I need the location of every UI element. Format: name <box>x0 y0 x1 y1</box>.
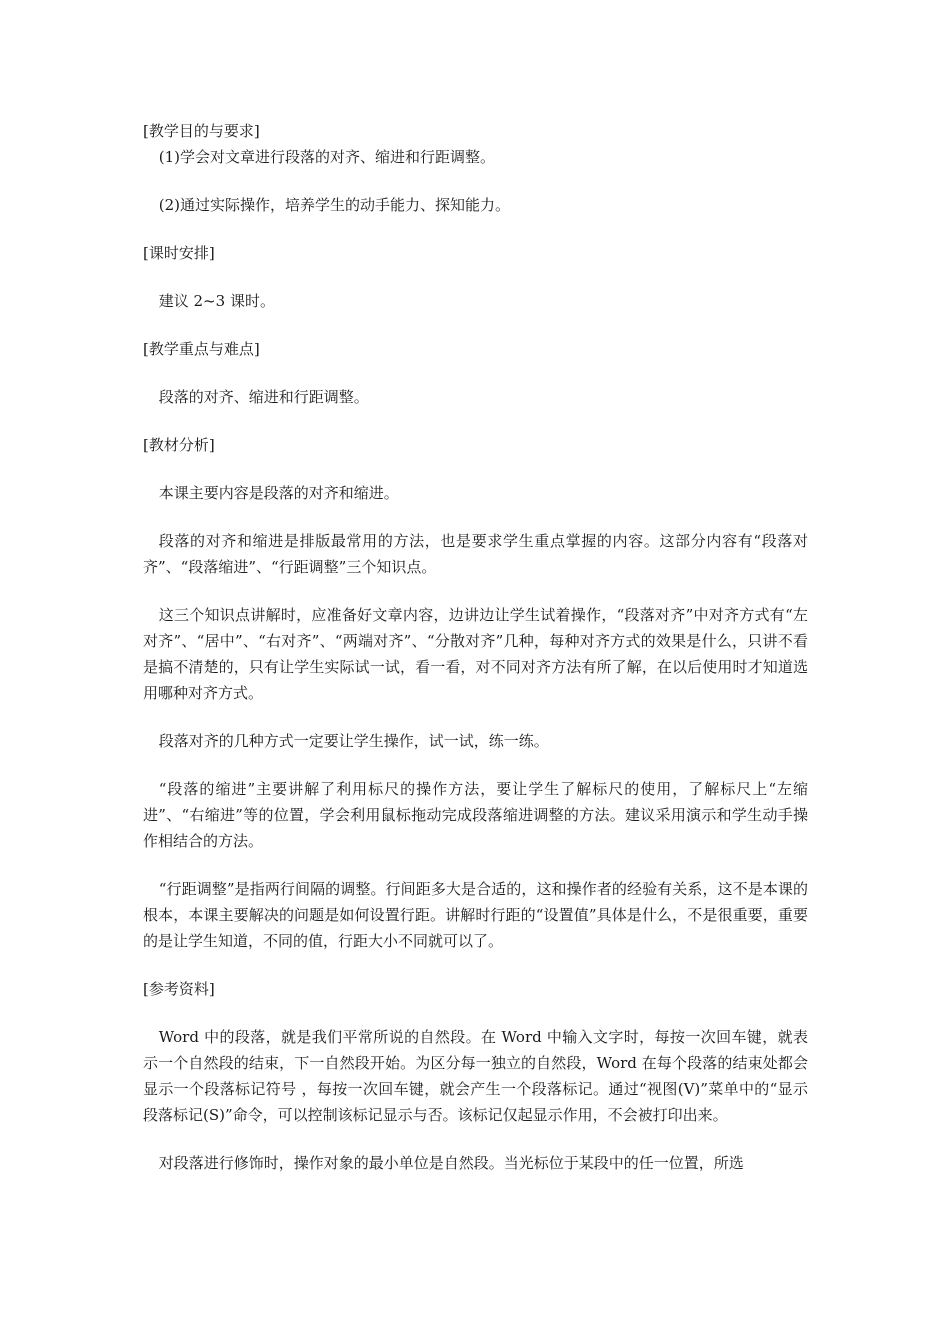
analysis-paragraph-5: “段落的缩进”主要讲解了利用标尺的操作方法，要让学生了解标尺的使用，了解标尺上“左缩进”、“右缩进”等的位置，学会利用鼠标拖动完成段落缩进调整的方法。建议采用演示和学生动手操作相结合的方法。 <box>143 780 808 850</box>
analysis-paragraph-6: “行距调整”是指两行间隔的调整。行间距多大是合适的，这和操作者的经验有关系，这不是本课的根本，本课主要解决的问题是如何设置行距。讲解时行距的“设置值”具体是什么，不是很重要，重要的是让学生知道，不同的值，行距大小不同就可以了。 <box>143 880 808 950</box>
section-heading-objectives: [教学目的与要求] <box>143 122 260 140</box>
section-heading-schedule: [课时安排] <box>143 244 215 262</box>
key-points-text: 段落的对齐、缩进和行距调整。 <box>158 388 369 406</box>
analysis-paragraph-4: 段落对齐的几种方式一定要让学生操作，试一试，练一练。 <box>158 732 549 750</box>
section-heading-references: [参考资料] <box>143 980 215 998</box>
reference-paragraph-2: 对段落进行修饰时，操作对象的最小单位是自然段。当光标位于某段中的任一位置，所选 <box>158 1154 744 1172</box>
analysis-paragraph-1: 本课主要内容是段落的对齐和缩进。 <box>158 484 399 502</box>
section-heading-analysis: [教材分析] <box>143 436 215 454</box>
document-page <box>143 118 808 1176</box>
schedule-text: 建议 2~3 课时。 <box>158 292 275 310</box>
objective-item-2: (2)通过实际操作，培养学生的动手能力、探知能力。 <box>158 196 510 214</box>
section-heading-key-points: [教学重点与难点] <box>143 340 260 358</box>
analysis-paragraph-2: 段落的对齐和缩进是排版最常用的方法，也是要求学生重点掌握的内容。这部分内容有“段落对齐”、“段落缩进”、“行距调整”三个知识点。 <box>143 532 808 576</box>
reference-paragraph-1: Word 中的段落，就是我们平常所说的自然段。在 Word 中输入文字时，每按一次回车键，就表示一个自然段的结束，下一自然段开始。为区分每一独立的自然段，Word 在每个段落的结束处都会显示一个段落标记符号 ，每按一次回车键，就会产生一个段落标记。通过“视图(V)”菜单中的“显示段落标记(S)”命令，可以控制该标记显示与否。该标记仅起显示作用，不会被打印出来。 <box>143 1028 808 1124</box>
analysis-paragraph-3: 这三个知识点讲解时，应准备好文章内容，边讲边让学生试着操作，“段落对齐”中对齐方式有“左对齐”、“居中”、“右对齐”、“两端对齐”、“分散对齐”几种，每种对齐方式的效果是什么，只讲不看是搞不清楚的，只有让学生实际试一试，看一看，对不同对齐方法有所了解，在以后使用时才知道选用哪种对齐方式。 <box>143 606 808 702</box>
objective-item-1: (1)学会对文章进行段落的对齐、缩进和行距调整。 <box>158 148 495 166</box>
